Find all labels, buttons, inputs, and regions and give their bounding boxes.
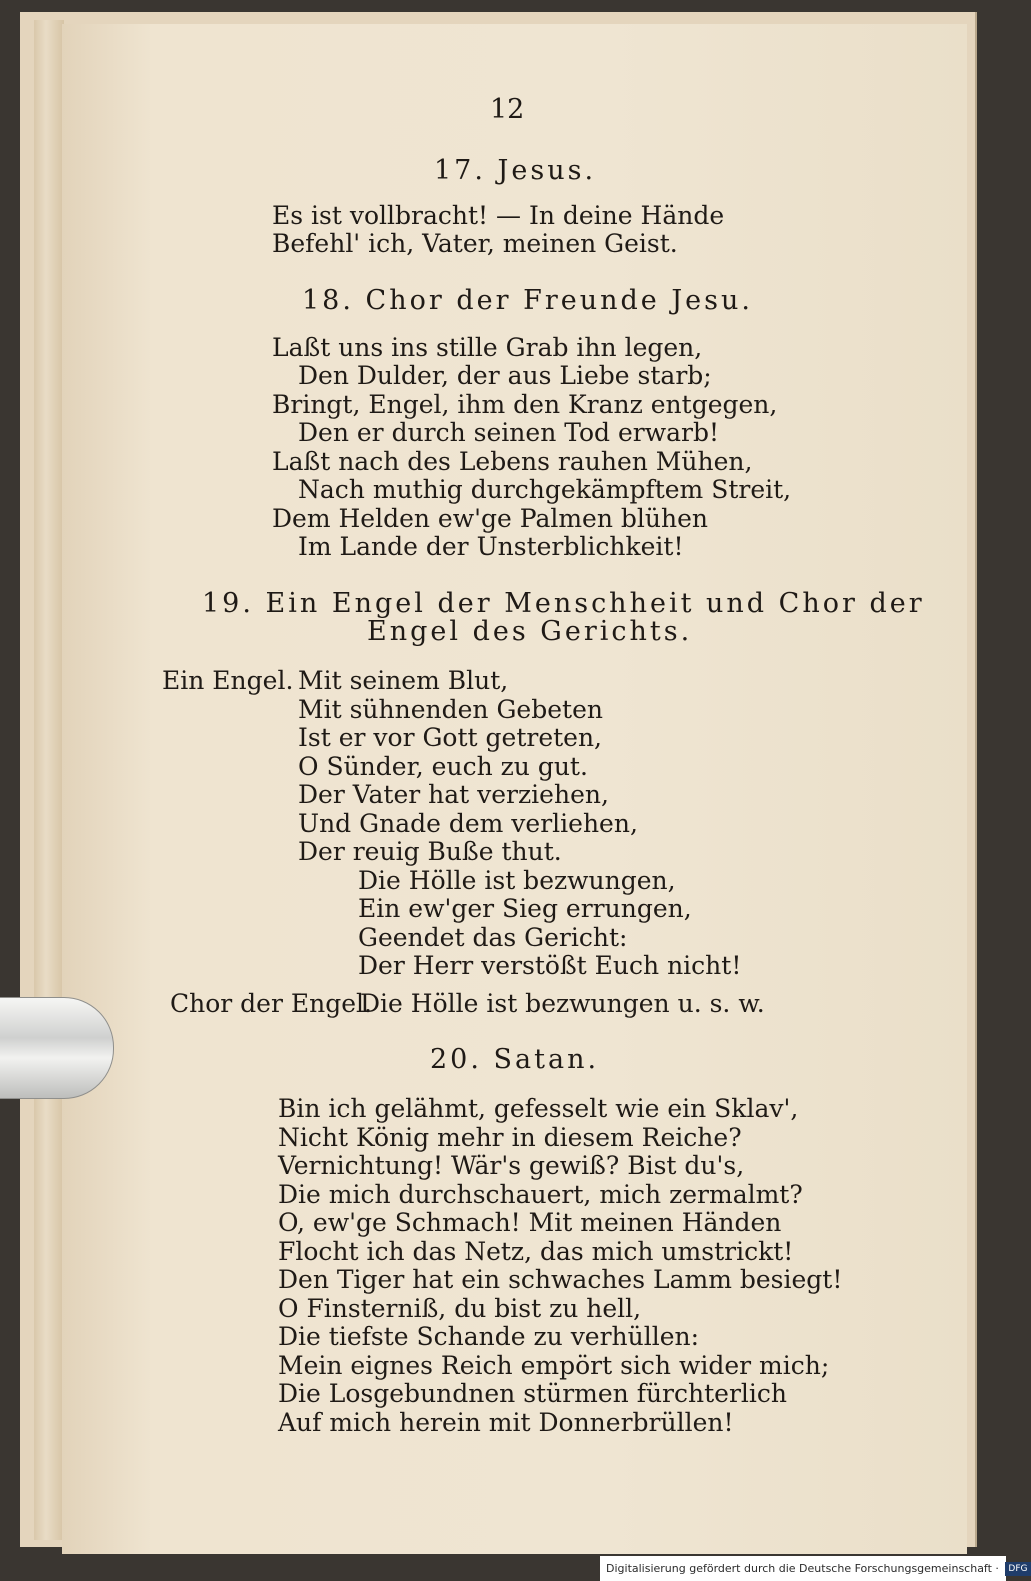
- verse-line: Laßt uns ins stille Grab ihn legen,: [272, 333, 703, 362]
- verse-line: O Finsterniß, du bist zu hell,: [278, 1294, 642, 1323]
- verse-line: Auf mich herein mit Donnerbrüllen!: [278, 1408, 734, 1437]
- verse-line: Der Herr verstößt Euch nicht!: [358, 951, 742, 980]
- verse-line: Die Hölle ist bezwungen u. s. w.: [360, 989, 765, 1018]
- verse-line: Geendet das Gericht:: [358, 923, 628, 952]
- verse-line: Die mich durchschauert, mich zermalmt?: [278, 1180, 803, 1209]
- verse-line: Flocht ich das Netz, das mich umstrickt!: [278, 1237, 794, 1266]
- verse-line: Nicht König mehr in diesem Reiche?: [278, 1123, 742, 1152]
- verse-line: Mit seinem Blut,: [298, 666, 509, 695]
- verse-line: Befehl' ich, Vater, meinen Geist.: [272, 229, 678, 258]
- speaker-label: Ein Engel.: [162, 666, 294, 695]
- verse-line: Ist er vor Gott getreten,: [298, 723, 603, 752]
- section-title-continued: Engel des Gerichts.: [367, 616, 693, 647]
- verse-line: Den Dulder, der aus Liebe starb;: [298, 361, 712, 390]
- verse-line: Der Vater hat verziehen,: [298, 780, 609, 809]
- section-17-heading: [434, 157, 596, 185]
- page-edges: [34, 20, 64, 1540]
- section-title: Chor der Freunde Jesu.: [365, 285, 753, 316]
- section-20-heading: [430, 1046, 599, 1074]
- section-18-heading: [302, 287, 753, 315]
- section-number: 18.: [302, 285, 354, 316]
- verse-line: Die Losgebundnen stürmen fürchterlich: [278, 1379, 787, 1408]
- verse-line: Mit sühnenden Gebeten: [298, 695, 603, 724]
- verse-line: O Sünder, euch zu gut.: [298, 752, 588, 781]
- digitization-credit: [600, 1556, 1028, 1581]
- verse-line: O, ew'ge Schmach! Mit meinen Händen: [278, 1208, 782, 1237]
- verse-line: Dem Helden ew'ge Palmen blühen: [272, 504, 708, 533]
- section-number: 17.: [434, 155, 486, 186]
- section-title: Ein Engel der Menschheit und Chor der: [265, 588, 925, 619]
- speaker-label: Chor der Engel.: [170, 989, 372, 1018]
- verse-line: Den er durch seinen Tod erwarb!: [298, 418, 720, 447]
- verse-line: Laßt nach des Lebens rauhen Mühen,: [272, 447, 753, 476]
- verse-line: Im Lande der Unsterblichkeit!: [298, 532, 684, 561]
- dfg-logo: DFG: [1005, 1562, 1030, 1576]
- page-number: 12: [490, 94, 525, 125]
- verse-line: Vernichtung! Wär's gewiß? Bist du's,: [278, 1151, 745, 1180]
- verse-line: Der reuig Buße thut.: [298, 837, 562, 866]
- section-title: Satan.: [493, 1044, 600, 1075]
- verse-line: Mein eignes Reich empört sich wider mich;: [278, 1351, 830, 1380]
- verse-line: Nach muthig durchgekämpftem Streit,: [298, 475, 792, 504]
- verse-line: Die tiefste Schande zu verhüllen:: [278, 1322, 700, 1351]
- section-19-heading: [202, 590, 925, 618]
- section-title: Jesus.: [497, 155, 597, 186]
- paper-clip: [0, 997, 114, 1099]
- book-page: [62, 24, 967, 1554]
- section-number: 19.: [202, 588, 254, 619]
- section-number: 20.: [430, 1044, 482, 1075]
- verse-line: Die Hölle ist bezwungen,: [358, 866, 676, 895]
- verse-line: Es ist vollbracht! — In deine Hände: [272, 201, 725, 230]
- verse-line: Ein ew'ger Sieg errungen,: [358, 894, 692, 923]
- verse-line: Den Tiger hat ein schwaches Lamm besiegt!: [278, 1265, 843, 1294]
- credit-text: Digitalisierung gefördert durch die Deutsche Forschungsgemeinschaft ·: [606, 1562, 999, 1575]
- verse-line: Bringt, Engel, ihm den Kranz entgegen,: [272, 390, 778, 419]
- verse-line: Und Gnade dem verliehen,: [298, 809, 638, 838]
- verse-line: Bin ich gelähmt, gefesselt wie ein Sklav',: [278, 1094, 799, 1123]
